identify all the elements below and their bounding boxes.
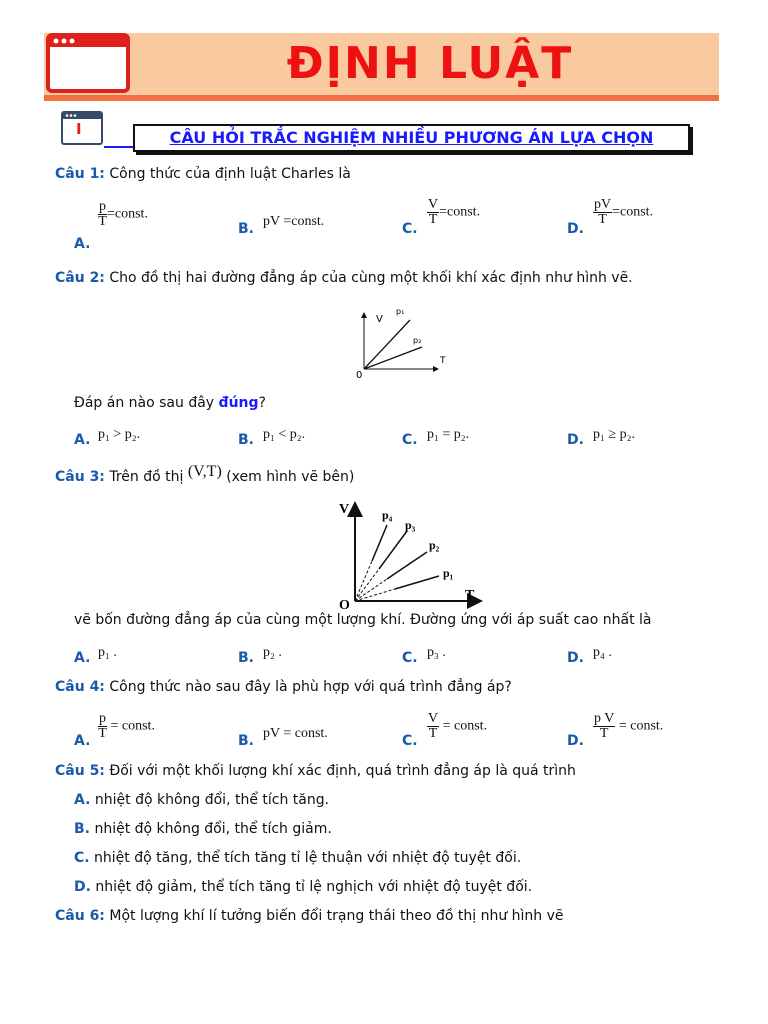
- option-c-formula: p₁ = p₂.: [427, 427, 470, 442]
- option-d-formula: p₄ .: [593, 645, 612, 660]
- option-letter: B.: [238, 221, 254, 237]
- question-label: Câu 1:: [55, 166, 105, 182]
- option-letter: C.: [402, 432, 418, 448]
- question-label: Câu 6:: [55, 908, 105, 924]
- axis-label-v: V: [376, 314, 383, 325]
- axis-label-t: T: [465, 588, 475, 603]
- question-2: [55, 270, 633, 286]
- line-label-p1: p₁: [443, 566, 454, 580]
- option-letter: D.: [567, 733, 584, 749]
- line-label-p1: p₁: [396, 307, 405, 316]
- isobar-p4: [372, 525, 387, 561]
- option-c: C. nhiệt độ tăng, thể tích tăng tỉ lệ thuận với nhiệt độ tuyệt đối.: [74, 850, 522, 866]
- question-label: Câu 5:: [55, 763, 105, 779]
- option-b-formula: p₂ .: [263, 645, 282, 660]
- line-label-p2: p₂: [413, 336, 422, 345]
- option-a-formula: p₁ > p₂.: [98, 427, 141, 442]
- isobar-graph-two-lines: [352, 303, 452, 381]
- question-5: [55, 763, 576, 779]
- option-letter: C.: [402, 221, 418, 237]
- question-text: Cho đồ thị hai đường đẳng áp của cùng một khối khí xác định như hình vẽ.: [109, 270, 633, 286]
- option-c-formula: $\frac{V}{T}$ = const.: [428, 711, 488, 741]
- option-d-formula: $\frac{\text{p V}}{T}$ = const.: [594, 711, 664, 741]
- question-text: Một lượng khí lí tưởng biến đổi trạng thái theo đồ thị như hình vẽ: [109, 908, 564, 924]
- option-c-formula: $\frac{V}{T}$ =const.: [428, 197, 481, 227]
- question-1: [55, 166, 351, 182]
- option-letter: D.: [567, 432, 584, 448]
- section-badge: I: [76, 120, 82, 138]
- isobar-p1: [395, 576, 439, 589]
- question-4: [55, 679, 512, 695]
- line-label-p4: p₄: [382, 508, 393, 522]
- isobar-p2: [364, 347, 422, 369]
- option-letter: B.: [238, 432, 254, 448]
- question-text: Công thức của định luật Charles là: [109, 166, 351, 182]
- option-letter: B.: [238, 733, 254, 749]
- option-c-formula: p₃ .: [427, 645, 446, 660]
- option-letter: C.: [402, 650, 418, 666]
- option-b-formula: pV = const.: [263, 726, 328, 741]
- section-window-icon: [60, 110, 104, 146]
- option-d-formula: $\frac{pV}{T}$ =const.: [594, 197, 654, 227]
- option-a-formula: p₁ .: [98, 645, 117, 660]
- question-3: Câu 3: Trên đồ thị (V,T) (xem hình vẽ bên): [55, 463, 355, 485]
- header-rule: [44, 95, 719, 101]
- question-text: Trên đồ thị: [109, 469, 188, 485]
- browser-window-icon: [46, 33, 130, 93]
- origin-label: O: [339, 598, 350, 611]
- line-label-p2: p₂: [429, 538, 440, 552]
- isobar-p1: [364, 320, 410, 369]
- option-d-formula: p₁ ≥ p₂.: [593, 427, 635, 442]
- isobar-p3: [379, 531, 407, 569]
- option-letter: A.: [74, 733, 91, 749]
- section-connector: [104, 146, 133, 148]
- section-title: CÂU HỎI TRẮC NGHIỆM NHIỀU PHƯƠNG ÁN LỰA CHỌN: [133, 124, 690, 152]
- option-letter: A.: [74, 432, 91, 448]
- question-6: [55, 908, 564, 924]
- option-letter: D.: [567, 221, 584, 237]
- origin-label: 0: [356, 370, 363, 381]
- option-letter: A.: [74, 236, 91, 252]
- question-2-prompt: Đáp án nào sau đây đúng?: [74, 395, 266, 411]
- option-a-formula: $\frac{p}{T}$ = const.: [98, 711, 155, 741]
- question-label: Câu 3:: [55, 469, 105, 485]
- option-letter: B.: [238, 650, 254, 666]
- option-b-formula: pV =const.: [263, 214, 325, 229]
- option-letter: D.: [567, 650, 584, 666]
- option-b-formula: p₁ < p₂.: [263, 427, 306, 442]
- question-text: Công thức nào sau đây là phù hợp với quá trình đẳng áp?: [109, 679, 512, 695]
- question-label: Câu 4:: [55, 679, 105, 695]
- option-letter: C.: [402, 733, 418, 749]
- axis-label-v: V: [339, 502, 350, 517]
- option-a-formula: $\frac{p}{T}$ =const.: [98, 199, 148, 229]
- isobar-graph-four-lines: [335, 497, 485, 611]
- axis-label-t: T: [440, 356, 446, 366]
- line-label-p3: p₃: [405, 518, 416, 532]
- option-a: A. nhiệt độ không đổi, thể tích tăng.: [74, 792, 330, 808]
- option-b: B. nhiệt độ không đổi, thể tích giảm.: [74, 821, 332, 837]
- page-title: ĐỊNH LUẬT: [286, 38, 574, 89]
- option-d: D. nhiệt độ giảm, thể tích tăng tỉ lệ nghịch với nhiệt độ tuyệt đối.: [74, 879, 533, 895]
- question-label: Câu 2:: [55, 270, 105, 286]
- question-3-text2: vẽ bốn đường đẳng áp của cùng một lượng khí. Đường ứng với áp suất cao nhất là: [74, 612, 652, 628]
- isobar-p2: [387, 552, 427, 579]
- option-letter: A.: [74, 650, 91, 666]
- question-text: Đối với một khối lượng khí xác định, quá trình đẳng áp là quá trình: [109, 763, 576, 779]
